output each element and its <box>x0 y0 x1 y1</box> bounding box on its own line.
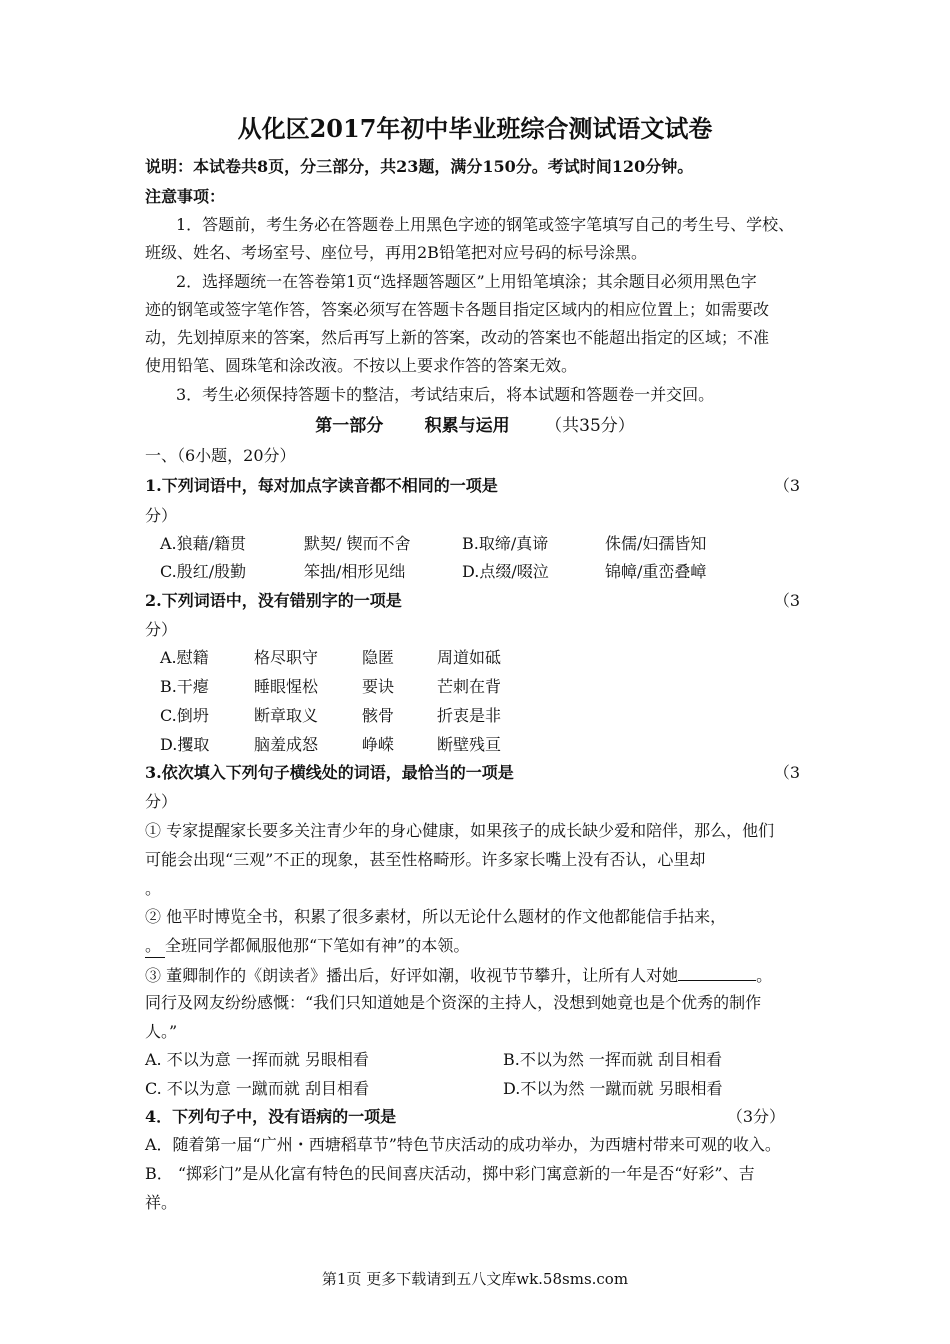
q3-sentence-1-line-2: 可能会出现“三观”不正的现象，甚至性格畸形。许多家长嘴上没有否认，心里却 <box>145 850 706 869</box>
q2-option-b-2: 睡眼惺松 <box>254 677 319 696</box>
q1-option-d-1: D.点缀/啜泣 <box>462 562 549 581</box>
section-1-heading: 一、（6小题，20分） <box>145 446 296 465</box>
question-3-score-tail: 分） <box>145 792 178 811</box>
question-2-score: （3 <box>773 591 800 610</box>
q2-option-c-3: 骸骨 <box>362 706 395 725</box>
question-4-stem: 4．下列句子中，没有语病的一项是 <box>145 1107 397 1126</box>
q3-sentence-3-line-3: 人。” <box>145 1022 178 1041</box>
part-1-heading <box>0 414 950 438</box>
part-1-points: （共35分） <box>545 416 635 436</box>
notice-3: 3．考生必须保持答题卡的整洁，考试结束后，将本试题和答题卷一并交回。 <box>176 385 715 404</box>
q1-option-b-2: 侏儒/妇孺皆知 <box>605 534 707 553</box>
notice-2-line-2: 迹的钢笔或签字笔作答，答案必须写在答题卡各题目指定区域内的相应位置上；如需要改 <box>145 300 770 319</box>
page-footer: 第1页 更多下载请到五八文库wk.58sms.com <box>321 1270 629 1288</box>
question-4-score: （3分） <box>726 1107 785 1126</box>
notice-label: 注意事项： <box>145 187 226 206</box>
q2-option-c-2: 断章取义 <box>254 706 319 725</box>
q3-sentence-3-line-1 <box>145 963 772 987</box>
part-1-topic: 积累与运用 <box>424 416 510 436</box>
q2-option-a-3: 隐匿 <box>362 648 395 667</box>
q2-option-a-2: 格尽职守 <box>254 648 319 667</box>
notice-2-line-4: 使用铅笔、圆珠笔和涂改液。不按以上要求作答的答案无效。 <box>145 356 578 375</box>
page-title: 从化区2017年初中毕业班综合测试语文试卷 <box>237 114 713 143</box>
notice-1-line-2: 班级、姓名、考场室号、座位号，再用2B铅笔把对应号码的标号涂黑。 <box>145 243 647 262</box>
question-1-score-tail: 分） <box>145 506 178 525</box>
q2-option-c-1: C.倒坍 <box>160 706 209 725</box>
exam-instructions: 说明：本试卷共8页，分三部分，共23题，满分150分。考试时间120分钟。 <box>145 157 694 176</box>
question-1-score: （3 <box>773 476 800 495</box>
part-1-name: 第一部分 <box>315 416 384 436</box>
q1-option-d-2: 锦幛/重峦叠嶂 <box>605 562 707 581</box>
q3-sentence-3-line-2: 同行及网友纷纷感慨：“我们只知道她是个资深的主持人，没想到她竟也是个优秀的制作 <box>145 993 762 1012</box>
q3-sentence-1-line-1: ① 专家提醒家长要多关注青少年的身心健康，如果孩子的成长缺少爱和陪伴，那么，他们 <box>145 821 775 840</box>
question-3-stem: 3.依次填入下列句子横线处的词语，最恰当的一项是 <box>145 763 514 782</box>
notice-2-line-3: 动，先划掉原来的答案，然后再写上新的答案，改动的答案也不能超出指定的区域；不准 <box>145 328 770 347</box>
q2-option-d-1: D.攫取 <box>160 735 210 754</box>
q3-sentence-2-line-1: ② 他平时博览全书，积累了很多素材，所以无论什么题材的作文他都能信手拈来， <box>145 907 727 926</box>
q1-option-c-2: 笨拙/相形见绌 <box>304 562 406 581</box>
q3-blank-3 <box>678 963 756 981</box>
q1-option-c-1: C.殷红/殷勤 <box>160 562 247 581</box>
q3-sentence-2-line-2 <box>145 935 469 958</box>
q1-option-b-1: B.取缔/真谛 <box>462 534 549 553</box>
q1-option-a-1: A.狼藉/籍贯 <box>160 534 247 553</box>
q3-option-a: A. 不以为意 一挥而就 另眼相看 <box>145 1050 369 1069</box>
q4-option-b-line-2: 祥。 <box>145 1193 178 1212</box>
question-3-score: （3 <box>773 763 800 782</box>
q2-option-a-1: A.慰籍 <box>160 648 209 667</box>
q3-option-b: B.不以为然 一挥而就 刮目相看 <box>503 1050 723 1069</box>
question-2-score-tail: 分） <box>145 620 178 639</box>
q3-option-c: C. 不以为意 一蹴而就 刮目相看 <box>145 1079 370 1098</box>
notice-2-line-1: 2．选择题统一在答卷第1页“选择题答题区”上用铅笔填涂；其余题目必须用黑色字 <box>176 272 757 291</box>
q1-option-a-2: 默契/ 锲而不舍 <box>304 534 411 553</box>
q4-option-b-line-1: B． “掷彩门”是从化富有特色的民间喜庆活动，掷中彩门寓意新的一年是否“好彩”、吉 <box>145 1164 755 1183</box>
q3-blank-2: 。 <box>145 935 165 958</box>
q3-sentence-2-rest: 全班同学都佩服他那“下笔如有神”的本领。 <box>165 936 470 955</box>
q2-option-b-1: B.干瘪 <box>160 677 209 696</box>
question-2-stem: 2.下列词语中，没有错别字的一项是 <box>145 591 402 610</box>
q3-option-d: D.不以为然 一蹴而就 另眼相看 <box>503 1079 723 1098</box>
q2-option-c-4: 折衷是非 <box>437 706 502 725</box>
q2-option-b-3: 要诀 <box>362 677 395 696</box>
q2-option-d-3: 峥嵘 <box>362 735 395 754</box>
question-1-stem: 1.下列词语中，每对加点字读音都不相同的一项是 <box>145 476 498 495</box>
q2-option-d-4: 断壁残亘 <box>437 735 502 754</box>
q4-option-a: A．随着第一届“广州・西塘稻草节”特色节庆活动的成功举办，为西塘村带来可观的收入。 <box>145 1135 781 1154</box>
q2-option-a-4: 周道如砥 <box>437 648 502 667</box>
q2-option-d-2: 脑羞成怒 <box>254 735 319 754</box>
q2-option-b-4: 芒刺在背 <box>437 677 502 696</box>
q3-sentence-3-period: 。 <box>756 966 773 985</box>
notice-1-line-1: 1．答题前，考生务必在答题卷上用黑色字迹的钢笔或签字笔填写自己的考生号、学校、 <box>176 215 795 234</box>
q3-sentence-3-text: ③ 董卿制作的《朗读者》播出后，好评如潮，收视节节攀升，让所有人对她 <box>145 966 679 985</box>
q3-sentence-1-line-3: 。 <box>145 879 162 898</box>
